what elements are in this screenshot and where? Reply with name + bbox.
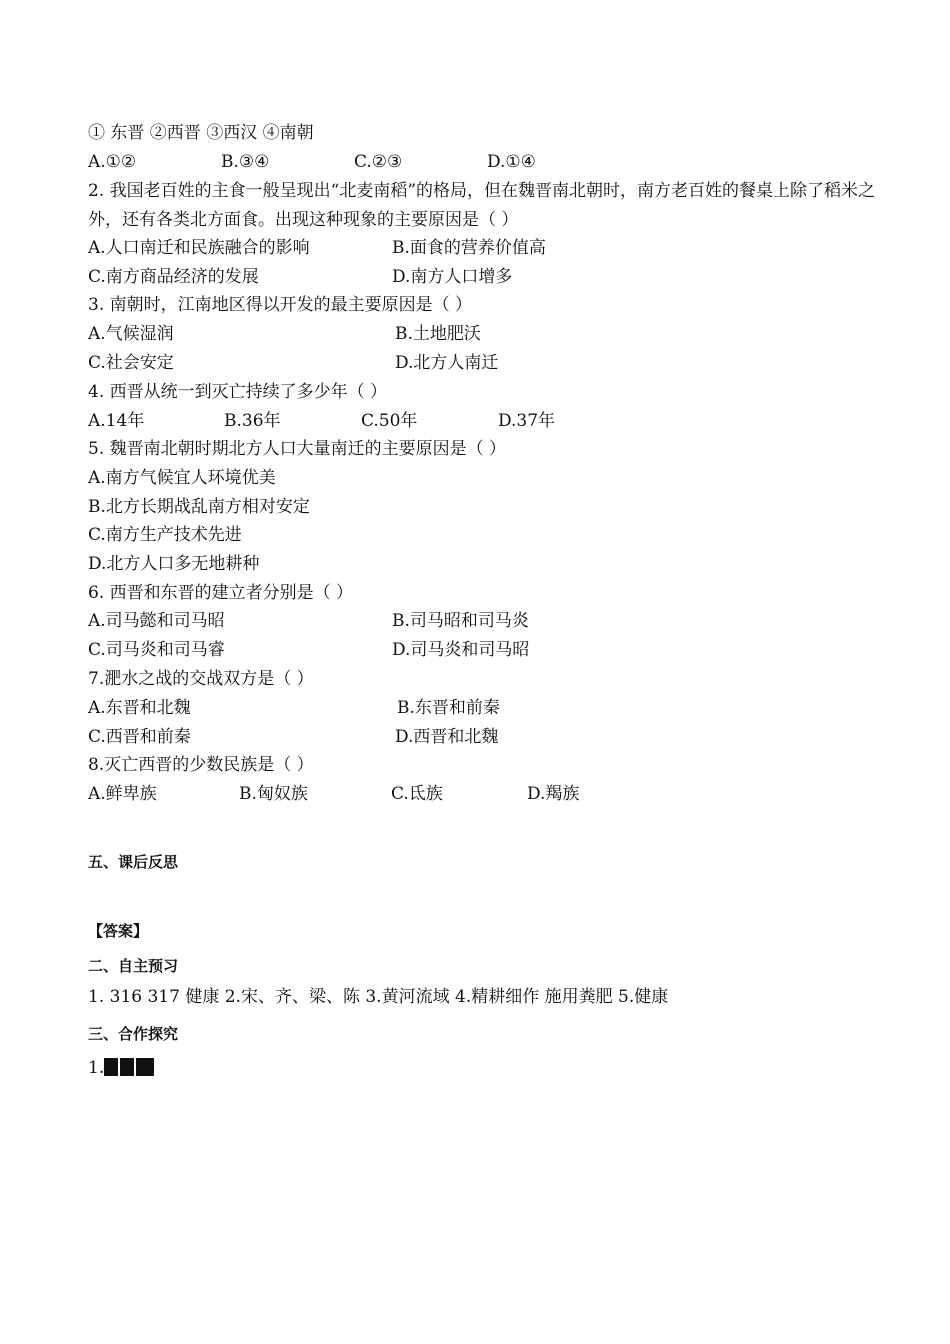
q5-option-a: A.南方气候宜人环境优美 xyxy=(88,468,276,488)
answers-section2-title: 二、自主预习 xyxy=(88,957,179,975)
q2-option-d: D.南方人口增多 xyxy=(392,267,513,287)
answers-title: 【答案】 xyxy=(88,922,149,940)
q6-option-b: B.司马昭和司马炎 xyxy=(392,611,529,631)
q6-option-d: D.司马炎和司马昭 xyxy=(392,640,530,660)
answers-section3-item-number: 1. xyxy=(88,1058,105,1078)
q3-option-b: B.土地肥沃 xyxy=(395,324,481,344)
q1-option-d: D.①④ xyxy=(487,152,536,172)
q7-option-b: B.东晋和前秦 xyxy=(397,698,500,718)
q7-option-a: A.东晋和北魏 xyxy=(88,698,191,718)
q5-stem: 5. 魏晋南北朝时期北方人口大量南迁的主要原因是（ ） xyxy=(88,439,507,459)
q4-option-c: C.50年 xyxy=(361,411,418,431)
q2-stem: 2. 我国老百姓的主食一般呈现出“北麦南稻”的格局，但在魏晋南北朝时，南方老百姓的餐桌上除了稻米之外，还有各类北方面食。出现这种现象的主要原因是（ ） xyxy=(88,181,876,230)
q5-option-c: C.南方生产技术先进 xyxy=(88,525,242,545)
q6-option-a: A.司马懿和司马昭 xyxy=(88,611,225,631)
section5-title: 五、课后反思 xyxy=(88,853,179,871)
answers-section3-title: 三、合作探究 xyxy=(88,1025,179,1043)
q8-option-a: A.鲜卑族 xyxy=(88,784,157,804)
q8-stem: 8.灭亡西晋的少数民族是（ ） xyxy=(88,755,314,775)
q6-stem: 6. 西晋和东晋的建立者分别是（ ） xyxy=(88,583,354,603)
q3-option-c: C.社会安定 xyxy=(88,353,174,373)
q7-option-d: D.西晋和北魏 xyxy=(395,727,499,747)
q4-option-b: B.36年 xyxy=(224,411,281,431)
answers-section3-item xyxy=(88,1057,154,1079)
q2-option-a: A.人口南迁和民族融合的影响 xyxy=(88,238,310,258)
q8-option-c: C.氐族 xyxy=(391,784,443,804)
answer-image xyxy=(104,1058,154,1076)
q8-option-d: D.羯族 xyxy=(527,784,580,804)
q4-stem: 4. 西晋从统一到灭亡持续了多少年（ ） xyxy=(88,382,388,402)
q2-option-c: C.南方商品经济的发展 xyxy=(88,267,259,287)
q5-option-b: B.北方长期战乱南方相对安定 xyxy=(88,497,310,517)
q1-option-b: B.③④ xyxy=(221,152,270,172)
q3-option-d: D.北方人南迁 xyxy=(395,353,499,373)
q7-option-c: C.西晋和前秦 xyxy=(88,727,191,747)
q4-option-a: A.14年 xyxy=(88,411,145,431)
q1-choices: ① 东晋 ②西晋 ③西汉 ④南朝 xyxy=(88,123,314,143)
q8-option-b: B.匈奴族 xyxy=(239,784,308,804)
q3-stem: 3. 南朝时，江南地区得以开发的最主要原因是（ ） xyxy=(88,295,473,315)
q1-option-a: A.①② xyxy=(88,152,137,172)
q4-option-d: D.37年 xyxy=(498,411,556,431)
q3-option-a: A.气候湿润 xyxy=(88,324,174,344)
q2-option-b: B.面食的营养价值高 xyxy=(392,238,546,258)
q1-option-c: C.②③ xyxy=(354,152,403,172)
q7-stem: 7.淝水之战的交战双方是（ ） xyxy=(88,669,314,689)
q5-option-d: D.北方人口多无地耕种 xyxy=(88,554,260,574)
q6-option-c: C.司马炎和司马睿 xyxy=(88,640,225,660)
answers-section2-text: 1. 316 317 健康 2.宋、齐、梁、陈 3.黄河流域 4.精耕细作 施用粪肥 5.健康 xyxy=(88,987,669,1007)
